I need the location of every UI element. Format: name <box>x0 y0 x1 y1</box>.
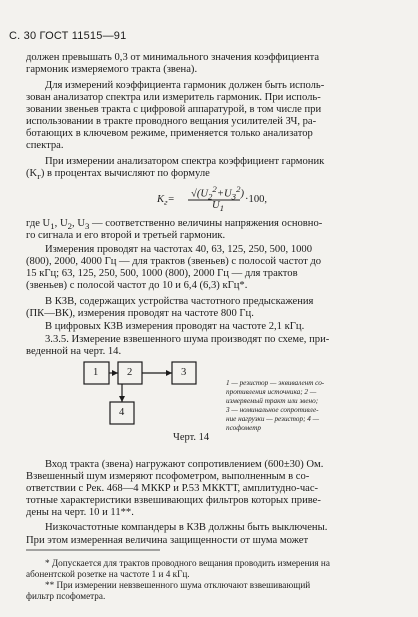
legend-line: противления источника; 2 — <box>226 388 317 396</box>
text-line: Измерения проводят на частотах 40, 63, 125, 250, 500, 1000 <box>45 244 313 255</box>
text-line: должен превышать 0,3 от минимального значения коэффициента <box>26 52 320 63</box>
formula-rhs: ·100, <box>245 194 268 205</box>
text-line: го сигнала и его второй и третьей гармоник. <box>26 230 226 241</box>
formula-denominator: $U_1$ <box>212 200 225 214</box>
text-line: (звеньев) с полосой частот до 10 и 6,4 (6,3) кГц*. <box>26 280 248 291</box>
text-line: веденной на черт. 14. <box>26 346 122 357</box>
text-line: $(K_г)$ в процентах вычисляют по формуле <box>26 168 210 182</box>
block-4-label: 4 <box>119 407 125 418</box>
footnote-line: ** При измерении невзвешенного шума отключают взвешивающий <box>45 580 311 590</box>
text-line: Взвешенный шум измеряют псофометром, выполненным в со- <box>26 471 310 482</box>
legend-line: измеряемый тракт или звено; <box>226 397 319 405</box>
text-line: дены на черт. 10 и 11**. <box>26 507 134 518</box>
figure-caption: Черт. 14 <box>173 432 210 443</box>
text-line: Для измерений коэффициента гармоник должен быть исполь- <box>45 80 325 91</box>
text-line: ответствии с Рек. 468—4 МККР и Р.53 МККТТ, амплитудно-час- <box>26 483 319 494</box>
text-line: В цифровых КЗВ измерения проводят на частоте 2,1 кГц. <box>45 321 305 332</box>
text-line: (ПК—ВК), измерения проводят на частоте 800 Гц. <box>26 308 254 319</box>
page-header: С. 30 ГОСТ 11515—91 <box>9 30 127 42</box>
formula-numerator: $√(U_2^2+U_3^2)$ <box>191 184 245 202</box>
legend-line: 1 — резистор — эквивалент со- <box>226 379 325 387</box>
text-line: 3.3.5. Измерение взвешенного шума производят по схеме, при- <box>45 334 330 345</box>
text-line: При измерении анализатором спектра коэффициент гармоник <box>45 156 325 167</box>
footnote-line: фильтр псофометра. <box>26 591 106 601</box>
text-line: Низкочастотные компандеры в КЗВ должны быть выключены. <box>45 522 328 533</box>
legend-line: псофометр <box>226 424 261 432</box>
text-line: спектра. <box>26 140 64 151</box>
block-3-label: 3 <box>181 367 187 378</box>
block-1-label: 1 <box>93 367 99 378</box>
text-line: В КЗВ, содержащих устройства частотного предыскажения <box>45 296 314 307</box>
legend-line: ние нагрузки — резистор; 4 — <box>226 415 320 423</box>
text-line: Вход тракта (звена) нагружают сопротивлением (600±30) Ом. <box>45 459 324 470</box>
footnote-line: * Допускается для трактов проводного вещания проводить измерения на <box>45 558 330 568</box>
text-line: тотные характеристики взвешивающих фильтров которых приве- <box>26 495 321 506</box>
text-line: (800), 2000, 4000 Гц — для трактов (звеньев) с полосой частот до <box>26 256 322 267</box>
text-line: 15 кГц; 63, 125, 250, 500, 1000 (800), 2000 Гц — для трактов <box>26 268 298 279</box>
formula-lhs: $K_г=$ <box>157 194 175 208</box>
block-2-label: 2 <box>127 367 133 378</box>
text-line: зовании звеньев тракта с цифровой аппаратурой, в том числе при <box>26 104 322 115</box>
text-line: При этом измеренная величина защищенности от шума может <box>26 535 309 546</box>
text-line: ботающих в ключевом режиме, применяется только анализатор <box>26 128 313 139</box>
text-line: где $U_1$, $U_2$, $U_3$ — соответственно величины напряжения основно- <box>26 218 323 232</box>
text-line: зован анализатор спектра или измеритель гармоник. При исполь- <box>26 92 321 103</box>
text-line: гармоник измеряемого тракта (звена). <box>26 64 198 75</box>
footnote-line: абонентской розетке на частоте 1 и 4 кГц. <box>26 569 190 579</box>
text-line: использовании в тракте проводного вещания усилителей ЗЧ, ра- <box>26 116 317 127</box>
legend-line: 3 — номинальное сопротивле- <box>226 406 319 414</box>
